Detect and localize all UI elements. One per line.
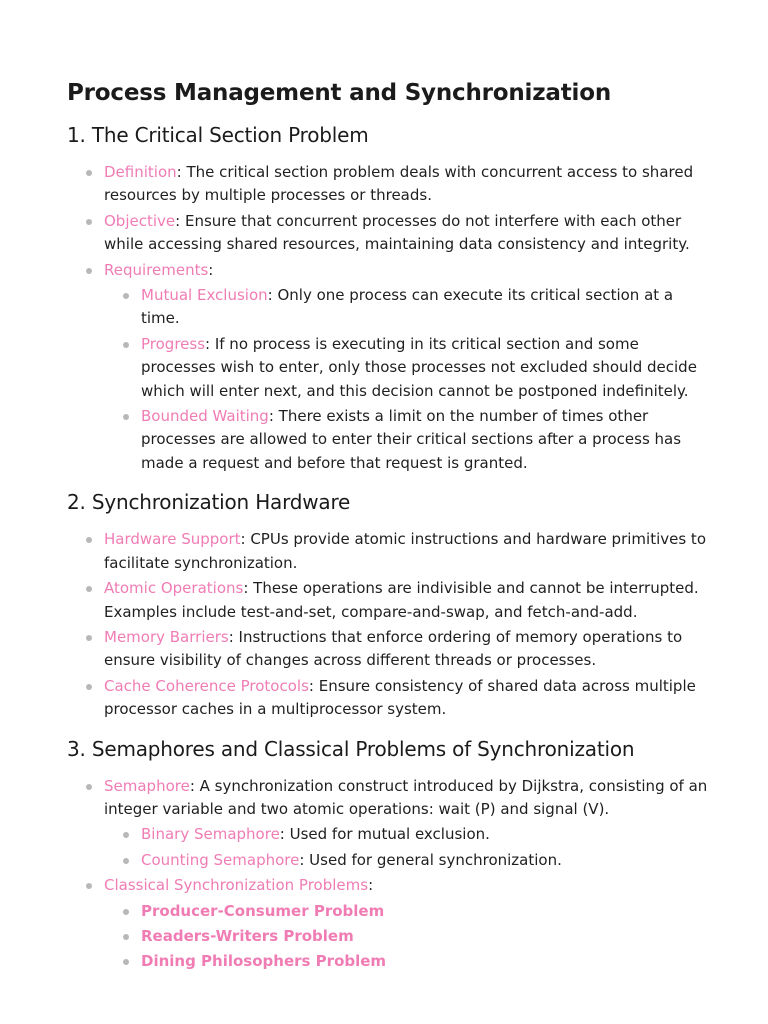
term-label: Definition [104,163,177,181]
term-text: : If no process is executing in its critical section and some processes wish to enter, only those processes not excluded should decide which will enter next, and this decision cannot be postponed indefinitely. [141,334,697,400]
page-title: Process Management and Synchronization [67,80,611,106]
term-text: : The critical section problem deals with concurrent access to shared resources by multiple processes or threads. [104,163,694,205]
term-label: Counting Semaphore [141,850,300,869]
list-item [141,284,708,331]
term-label: Binary Semaphore [141,825,280,844]
list-item [104,528,708,575]
list-item [141,925,708,948]
term-text: : A synchronization construct introduced by Dijkstra, consisting of an integer variable and two atomic operations: wait (P) and signal (V). [104,776,708,818]
term-text: : Instructions that enforce ordering of memory operations to ensure visibility of changes across different threads or processes. [104,627,683,670]
list-item [104,675,708,722]
list-item [104,210,708,257]
term-text: : Only one process can execute its critical section at a time. [141,286,674,328]
term-text: : [208,260,214,279]
list-item [104,577,708,624]
term-text: : CPUs provide atomic instructions and hardware primitives to facilitate synchronization. [104,530,706,572]
list-item [104,259,708,476]
term-label: Requirements [104,260,209,279]
term-label: Semaphore [104,776,190,795]
list-item [141,333,708,403]
term-label: Hardware Support [104,530,241,549]
list-item [141,950,708,973]
term-text: : These operations are indivisible and cannot be interrupted. Examples include test-and-set, compare-and-swap, and fetch-and-add. [104,579,699,621]
sublist-requirements [141,284,708,475]
list-item [141,405,708,475]
term-label: Bounded Waiting [141,407,269,426]
term-text: : There exists a limit on the number of times other processes are allowed to enter their critical sections after a process has made a request and before that request is granted. [141,407,682,472]
term-label: Cache Coherence Protocols [104,676,309,695]
section-heading-critical-section: 1. The Critical Section Problem [67,123,369,147]
term-label: Atomic Operations [104,579,244,598]
section-heading-semaphores: 3. Semaphores and Classical Problems of Synchronization [67,736,635,761]
term-text: : Used for mutual exclusion. [279,825,490,844]
list-item [141,849,708,872]
term-label: Dining Philosophers Problem [141,952,387,971]
list-item [141,900,708,923]
term-text: : [368,876,374,895]
term-label: Mutual Exclusion [141,286,268,305]
list-item [104,161,708,208]
term-label: Classical Synchronization Problems [104,876,369,895]
sublist-semaphore-types [141,823,708,872]
term-label: Objective [104,211,176,230]
term-text: : Ensure that concurrent processes do not interfere with each other while accessing shared resources, maintaining data consistency and integrity. [104,211,690,254]
term-text: : Ensure consistency of shared data across multiple processor caches in a multiprocessor system. [104,676,696,719]
term-label: Readers-Writers Problem [141,926,354,945]
list-item [141,823,708,846]
term-label: Progress [141,334,206,353]
list-critical-section [104,161,708,475]
section-heading-sync-hardware: 2. Synchronization Hardware [67,490,351,515]
list-item [104,775,708,873]
sublist-classical-problems [141,900,708,974]
term-text: : Used for general synchronization. [299,850,562,869]
term-label: Producer-Consumer Problem [141,901,385,920]
list-item [104,874,708,974]
list-sync-hardware [104,528,708,721]
term-label: Memory Barriers [104,627,229,646]
list-item [104,626,708,673]
list-semaphores [104,775,708,974]
